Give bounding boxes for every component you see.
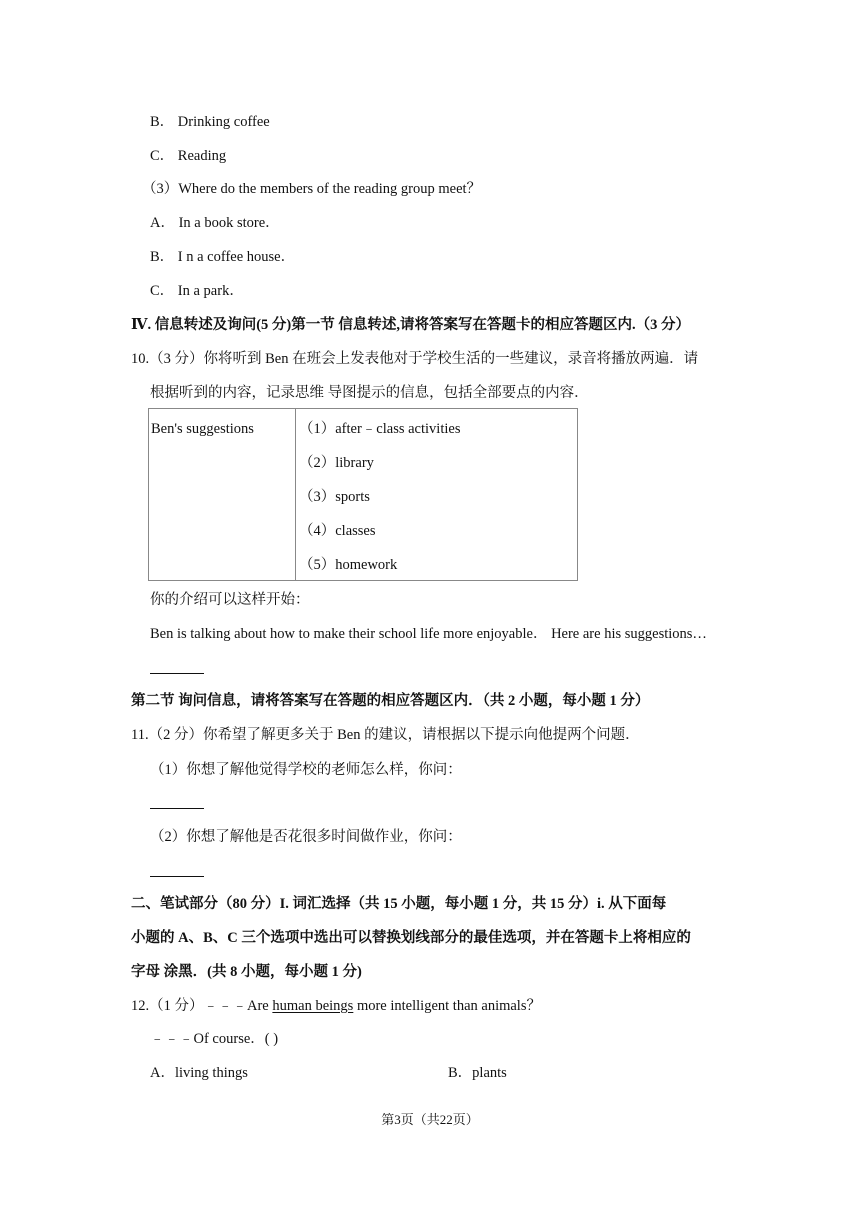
table-left-label: Ben's suggestions [151, 421, 254, 437]
q12-prefix: 12.（1 分）﹣﹣﹣Are [131, 998, 273, 1014]
table-item: （1）after﹣class activities [299, 421, 461, 437]
q12-underlined-phrase: human beings [272, 998, 354, 1014]
q11-line1: 11.（2 分）你希望了解更多关于 Ben 的建议，请根据以下提示向他提两个问题． [131, 727, 640, 743]
q12-option-b: B．plants [448, 1065, 507, 1081]
page-footer: 第3页（共22页） [381, 1112, 479, 1127]
section2-heading: 第二节 询问信息，请将答案写在答题的相应答题区内．（共 2 小题，每小题 1 分） [131, 693, 650, 709]
q10-line1: 10.（3 分）你将听到 Ben 在班会上发表他对于学校生活的一些建议，录音将播放两遍．请 [131, 351, 699, 367]
q9-sub3-option-a: A． In a book store． [150, 215, 280, 231]
q12-suffix: more intelligent than animals？ [353, 998, 541, 1014]
q9-sub3-option-b: B． I n a coffee house． [150, 249, 296, 265]
q10-intro-label: 你的介绍可以这样开始： [150, 592, 310, 608]
table-item: （4）classes [299, 523, 376, 539]
section4-heading: Ⅳ. 信息转述及询问(5 分)第一节 信息转述,请将答案写在答题卡的相应答题区内.（3 分） [131, 317, 690, 333]
q10-intro-text: Ben is talking about how to make their school life more enjoyable． Here are his suggestions… [150, 626, 707, 642]
q9-option-b: B． Drinking coffee [150, 114, 270, 130]
answer-blank [150, 808, 204, 809]
table-divider [295, 409, 296, 580]
part2-heading-line1: 二、笔试部分（80 分）I. 词汇选择（共 15 小题，每小题 1 分，共 15 分）i. 从下面每 [131, 896, 667, 912]
q10-line2: 根据听到的内容，记录思维 导图提示的信息，包括全部要点的内容． [150, 385, 589, 401]
q12-line2: ﹣﹣﹣Of course．( ) [150, 1031, 279, 1047]
answer-blank [150, 673, 204, 674]
q12-option-a: A．living things [150, 1065, 248, 1081]
q11-sub1: （1）你想了解他觉得学校的老师怎么样，你问： [150, 762, 462, 778]
q9-option-c: C． Reading [150, 148, 227, 164]
part2-heading-line3: 字母 涂黑．(共 8 小题，每小题 1 分) [131, 964, 362, 980]
suggestions-table [148, 408, 578, 581]
table-item: （5）homework [299, 557, 398, 573]
q12-question [131, 996, 541, 1016]
table-item: （2）library [299, 455, 374, 471]
table-item: （3）sports [299, 489, 370, 505]
q9-sub3-option-c: C． In a park． [150, 283, 244, 299]
q11-sub2: （2）你想了解他是否花很多时间做作业，你问： [150, 829, 462, 845]
answer-blank [150, 876, 204, 877]
q9-sub3-question: （3）Where do the members of the reading group meet？ [142, 181, 482, 197]
part2-heading-line2: 小题的 A、B、C 三个选项中选出可以替换划线部分的最佳选项，并在答题卡上将相应的 [131, 930, 691, 946]
